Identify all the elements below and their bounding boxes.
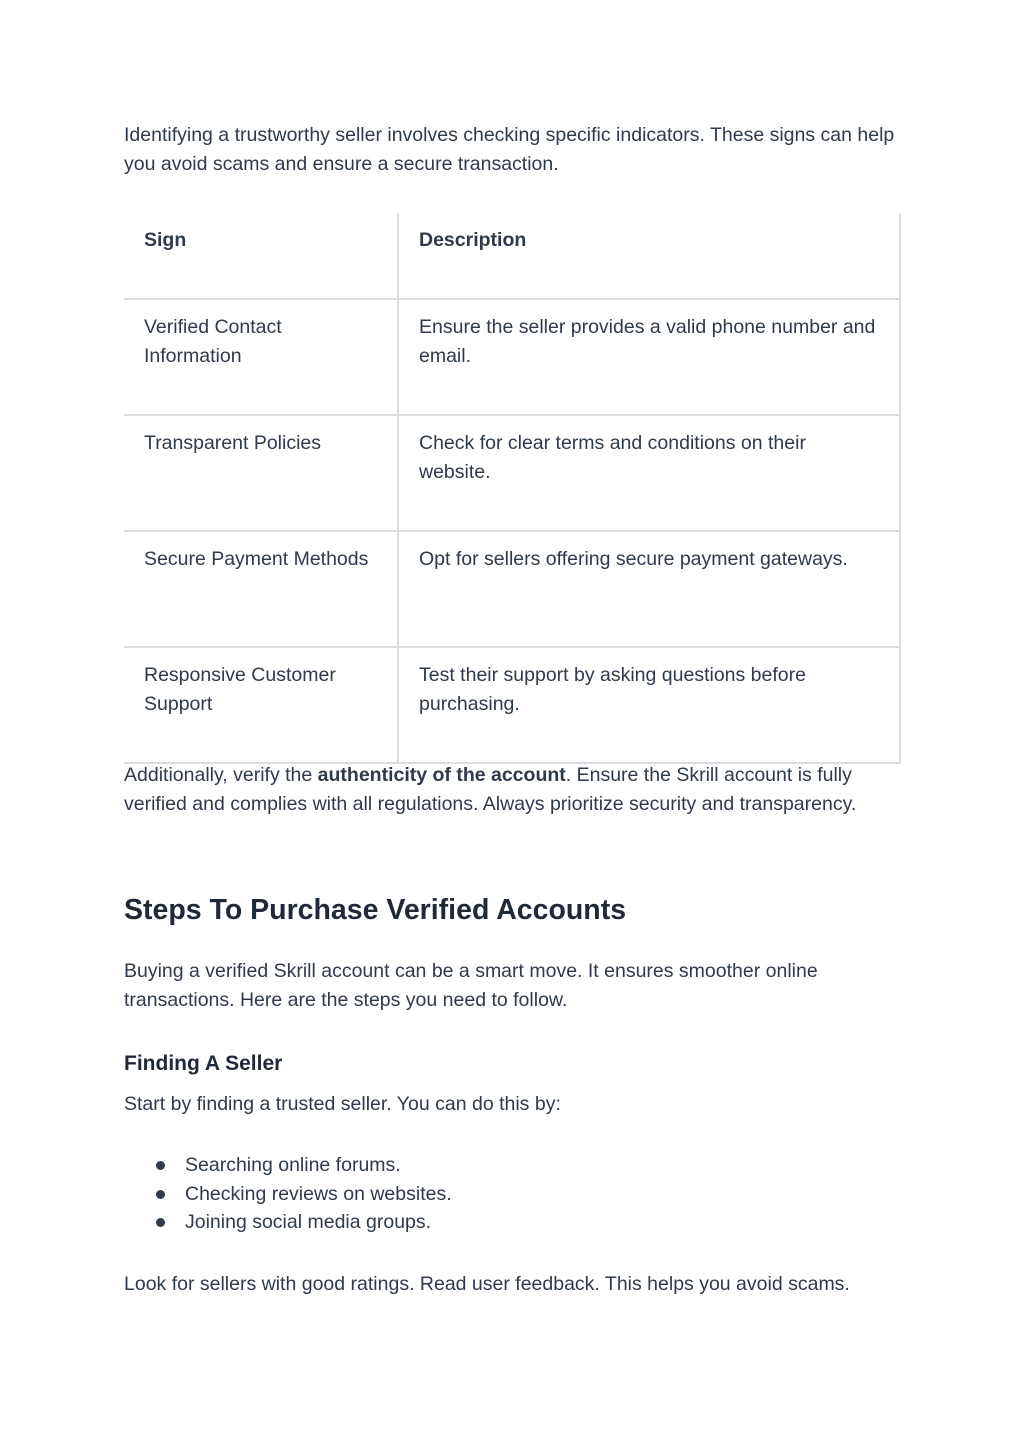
sign-cell: Responsive Customer Support (124, 647, 398, 763)
start-paragraph: Start by finding a trusted seller. You can do this by: (124, 1093, 561, 1115)
list-item (124, 1151, 452, 1180)
header-description: Description (398, 213, 900, 299)
list-item (124, 1208, 452, 1237)
list-item-text: Searching online forums. (185, 1154, 401, 1176)
list-item-text: Checking reviews on websites. (185, 1182, 452, 1205)
table-row (124, 299, 900, 415)
bullet-icon (156, 1190, 165, 1199)
intro-paragraph: Identifying a trustworthy seller involves checking specific indicators. These signs can help you avoid scams and ensure a secure transaction. (124, 124, 895, 175)
table-row (124, 415, 900, 531)
description-cell: Opt for sellers offering secure payment gateways. (398, 531, 900, 647)
sign-cell: Transparent Policies (124, 415, 398, 531)
additionally-text-before: Additionally, verify the (124, 764, 318, 786)
steps-heading: Steps To Purchase Verified Accounts (124, 894, 627, 926)
seller-signs-table (124, 213, 901, 764)
sign-cell: Secure Payment Methods (124, 531, 398, 647)
list-item (124, 1180, 452, 1209)
description-cell: Ensure the seller provides a valid phone number and email. (398, 299, 900, 415)
additionally-text-after: . Ensure the Skrill account is fully verified and complies with all regulations. Always prioritize security and transparency. (124, 764, 857, 815)
seller-search-list (124, 1151, 452, 1237)
header-sign: Sign (124, 213, 398, 299)
bullet-icon (156, 1218, 165, 1227)
bullet-icon (156, 1161, 165, 1170)
sign-cell: Verified Contact Information (124, 299, 398, 415)
additionally-bold-text: authenticity of the account (317, 764, 566, 786)
description-cell: Check for clear terms and conditions on their website. (398, 415, 900, 531)
additionally-paragraph (124, 761, 900, 818)
look-paragraph: Look for sellers with good ratings. Read user feedback. This helps you avoid scams. (124, 1273, 850, 1295)
buying-paragraph: Buying a verified Skrill account can be a smart move. It ensures smoother online transactions. Here are the steps you need to follow. (124, 960, 818, 1011)
description-cell: Test their support by asking questions before purchasing. (398, 647, 900, 763)
finding-seller-heading: Finding A Seller (124, 1052, 283, 1075)
table-row (124, 531, 900, 647)
table-header-row (124, 213, 900, 299)
table-row (124, 647, 900, 763)
list-item-text: Joining social media groups. (185, 1211, 432, 1233)
